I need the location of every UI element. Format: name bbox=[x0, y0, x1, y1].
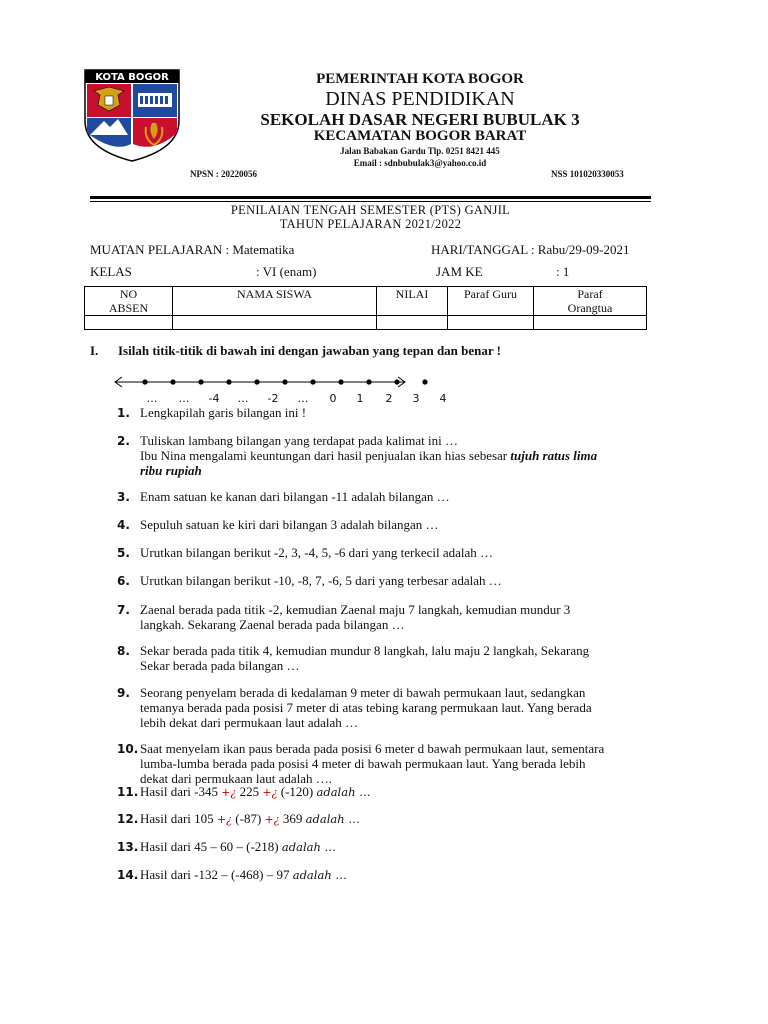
number-line-label: 4 bbox=[439, 392, 447, 405]
number-line-label: -4 bbox=[208, 392, 220, 405]
question-4-text: Sepuluh satuan ke kiri dari bilangan 3 adalah bilangan … bbox=[140, 517, 439, 532]
question-7-line: langkah. Sekarang Zaenal berada pada bilangan … bbox=[140, 617, 405, 632]
q12-part: 369 bbox=[279, 811, 306, 826]
header-government: PEMERINTAH KOTA BOGOR bbox=[316, 71, 524, 87]
col-paraf-guru-label: Paraf Guru bbox=[464, 287, 517, 301]
question-number: 9. bbox=[117, 686, 130, 700]
q11-part: (-120) bbox=[277, 784, 317, 799]
class-value: : VI (enam) bbox=[256, 264, 317, 279]
q12-plus-sign: +¿ bbox=[216, 813, 233, 826]
cell-no-absen[interactable] bbox=[85, 316, 173, 330]
number-line-point bbox=[366, 379, 371, 384]
q11-part: 225 bbox=[236, 784, 263, 799]
question-10-line: dekat dari permukaan laut adalah …. bbox=[140, 771, 333, 786]
col-nama-siswa bbox=[173, 287, 377, 316]
question-3-text: Enam satuan ke kanan dari bilangan -11 adalah bilangan … bbox=[140, 489, 450, 504]
question-number: 13. bbox=[117, 840, 139, 854]
question-8-line: Sekar berada pada titik 4, kemudian mundur 8 langkah, lalu maju 2 langkah, Sekarang bbox=[140, 643, 590, 658]
col-paraf-orangtua bbox=[534, 287, 647, 316]
question-number: 3. bbox=[117, 490, 130, 504]
question-number: 5. bbox=[117, 546, 130, 560]
col-paraf-orangtua-label: Paraf Orangtua bbox=[567, 287, 613, 315]
exam-year: TAHUN PELAJARAN 2021/2022 bbox=[279, 217, 462, 231]
q11-plus-sign: +¿ bbox=[221, 786, 237, 799]
col-nama-siswa-label: NAMA SISWA bbox=[236, 287, 312, 301]
question-2-context-text: Ibu Nina mengalami keuntungan dari hasil penjualan ikan hias sebesar bbox=[140, 448, 511, 463]
question-2-emphasis: tujuh ratus lima bbox=[510, 448, 598, 463]
question-6-text: Urutkan bilangan berikut -10, -8, 7, -6, 5 dari yang terbesar adalah … bbox=[140, 573, 502, 588]
cell-paraf-orangtua[interactable] bbox=[534, 316, 647, 330]
number-line-point bbox=[338, 379, 343, 384]
header-agency: DINAS PENDIDIKAN bbox=[325, 88, 515, 110]
q13-adalah: adalah … bbox=[281, 840, 337, 854]
question-2 bbox=[140, 433, 685, 478]
number-line-point bbox=[394, 379, 399, 384]
question-10 bbox=[140, 741, 685, 786]
kota-bogor-logo bbox=[84, 69, 180, 162]
exam-date: HARI/TANGGAL : Rabu/29-09-2021 bbox=[431, 242, 630, 257]
number-line-label: … bbox=[297, 392, 309, 405]
q11-adalah: adalah … bbox=[316, 785, 371, 799]
q11-plus-sign: +¿ bbox=[262, 786, 278, 799]
number-line-label: … bbox=[146, 392, 158, 405]
col-nilai-label: NILAI bbox=[395, 287, 429, 301]
question-7-line: Zaenal berada pada titik -2, kemudian Zaenal maju 7 langkah, kemudian mundur 3 bbox=[140, 602, 571, 617]
question-12 bbox=[140, 811, 685, 827]
question-11 bbox=[140, 784, 685, 800]
question-number: 4. bbox=[117, 518, 130, 532]
header-email: Email : sdnbubulak3@yahoo.co.id bbox=[353, 158, 487, 168]
question-5-text: Urutkan bilangan berikut -2, 3, -4, 5, -6 dari yang terkecil adalah … bbox=[140, 545, 494, 560]
number-line-point bbox=[254, 379, 259, 384]
col-nilai bbox=[377, 287, 448, 316]
number-line bbox=[110, 372, 460, 408]
number-line-label: … bbox=[178, 392, 190, 405]
number-line-label: -2 bbox=[267, 392, 279, 405]
cell-paraf-guru[interactable] bbox=[448, 316, 534, 330]
number-line-point bbox=[226, 379, 231, 384]
number-line-point bbox=[310, 379, 315, 384]
q14-adalah: adalah … bbox=[292, 868, 347, 882]
question-2-text: Tuliskan lambang bilangan yang terdapat pada kalimat ini … bbox=[140, 433, 458, 448]
header-school-name: SEKOLAH DASAR NEGERI BUBULAK 3 bbox=[260, 110, 580, 129]
header-rule-thin bbox=[90, 201, 651, 202]
cell-nama-siswa[interactable] bbox=[173, 316, 377, 330]
question-number: 7. bbox=[117, 603, 130, 617]
question-9 bbox=[140, 685, 685, 730]
question-number: 14. bbox=[117, 868, 139, 882]
q12-adalah: adalah … bbox=[305, 812, 360, 826]
number-line-label: … bbox=[237, 392, 249, 405]
col-paraf-guru bbox=[448, 287, 534, 316]
student-info-table bbox=[84, 286, 647, 330]
question-8 bbox=[140, 643, 685, 673]
exam-title: PENILAIAN TENGAH SEMESTER (PTS) GANJIL bbox=[230, 203, 511, 217]
q12-plus-sign: +¿ bbox=[264, 813, 280, 826]
table-row bbox=[85, 316, 647, 330]
hour-label: JAM KE bbox=[436, 264, 483, 279]
number-line-point bbox=[170, 379, 175, 384]
header-address: Jalan Babakan Gardu Tlp. 0251 8421 445 bbox=[340, 146, 500, 156]
question-2-context bbox=[140, 448, 685, 463]
class-label: KELAS bbox=[90, 264, 132, 279]
question-number: 11. bbox=[117, 785, 139, 799]
section-instruction: Isilah titik-titik di bawah ini dengan jawaban yang tepan dan benar ! bbox=[118, 343, 501, 358]
col-no-absen bbox=[85, 287, 173, 316]
hour-value: : 1 bbox=[556, 264, 570, 279]
question-7 bbox=[140, 602, 685, 632]
cell-nilai[interactable] bbox=[377, 316, 448, 330]
question-10-line: lumba-lumba berada pada posisi 4 meter di bawah permukaan laut. Yang berada lebih bbox=[140, 756, 586, 771]
question-2-emphasis-cont: ribu rupiah bbox=[140, 463, 202, 478]
q12-part: Hasil dari 105 bbox=[140, 811, 217, 826]
question-9-line: Seorang penyelam berada di kedalaman 9 meter di bawah permukaan laut, sedangkan bbox=[140, 685, 586, 700]
header-district: KECAMATAN BOGOR BARAT bbox=[313, 128, 527, 144]
nss-number: NSS 101020330053 bbox=[551, 169, 624, 179]
number-line-label: 2 bbox=[385, 392, 393, 405]
number-line-point bbox=[198, 379, 203, 384]
section-number: I. bbox=[90, 343, 99, 358]
question-10-line: Saat menyelam ikan paus berada pada posisi 6 meter d bawah permukaan laut, sementara bbox=[140, 741, 605, 756]
number-line-label: 3 bbox=[412, 392, 420, 405]
question-14 bbox=[140, 867, 685, 883]
question-number: 10. bbox=[117, 742, 139, 756]
question-9-line: lebih dekat dari permukaan laut adalah … bbox=[140, 715, 359, 730]
number-line-label: 0 bbox=[329, 392, 337, 405]
q11-part: Hasil dari -345 bbox=[140, 784, 222, 799]
question-13 bbox=[140, 839, 685, 855]
q12-part: (-87) bbox=[232, 811, 265, 826]
number-line-label: 1 bbox=[356, 392, 364, 405]
subject: MUATAN PELAJARAN : Matematika bbox=[90, 242, 295, 257]
number-line-point bbox=[422, 379, 427, 384]
question-1-text: Lengkapilah garis bilangan ini ! bbox=[140, 405, 307, 420]
question-number: 2. bbox=[117, 434, 130, 448]
question-8-line: Sekar berada pada bilangan … bbox=[140, 658, 300, 673]
q13-part: Hasil dari 45 – 60 – (-218) bbox=[140, 839, 282, 854]
question-9-line: temanya berada pada posisi 7 meter di atas tebing karang permukaan laut. Yang berada bbox=[140, 700, 592, 715]
question-number: 1. bbox=[117, 406, 130, 420]
logo-text: KOTA BOGOR bbox=[95, 72, 169, 83]
question-number: 12. bbox=[117, 812, 139, 826]
question-number: 6. bbox=[117, 574, 130, 588]
question-number: 8. bbox=[117, 644, 130, 658]
number-line-point bbox=[282, 379, 287, 384]
npsn-number: NPSN : 20220056 bbox=[190, 169, 257, 179]
q14-part: Hasil dari -132 – (-468) – 97 bbox=[140, 867, 293, 882]
col-no-absen-label: NO ABSEN bbox=[108, 287, 149, 315]
number-line-point bbox=[142, 379, 147, 384]
header-rule-thick bbox=[90, 196, 651, 199]
